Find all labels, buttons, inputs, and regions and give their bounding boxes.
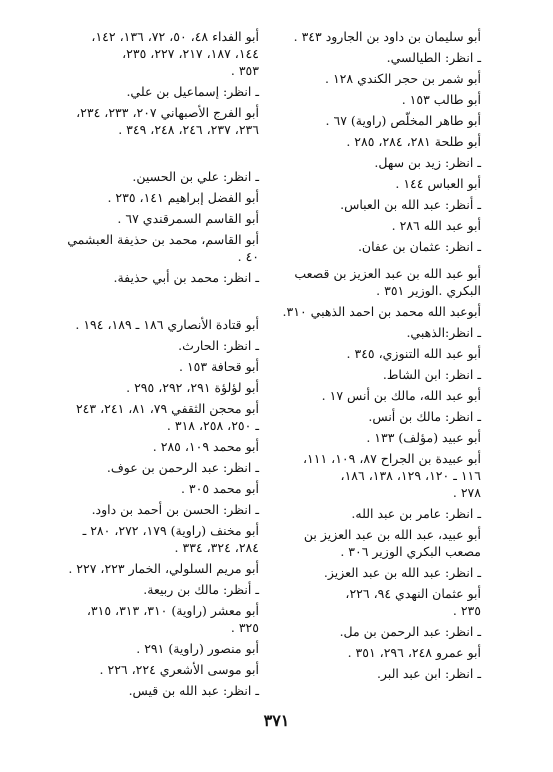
index-entry (256, 154, 481, 171)
index-entry (31, 682, 259, 699)
index-entry-line: أبو عثمان النهدي ٩٤، ٢٢٦، (345, 586, 481, 601)
index-entry-line: أبوعبد الله محمد بن احمد الذهبي ٣١٠. (282, 304, 481, 319)
index-entry-line: ١٤٤، ١٨٧، ٢١٧، ٢٢٧، ٢٣٥، (122, 46, 259, 61)
index-entry-line: أبو طالب ١٥٣ . (401, 92, 481, 107)
index-entry (256, 644, 481, 661)
index-entry-line: أبو عبد الله ٢٨٦ . (391, 218, 481, 233)
index-entry-line: ـ انظر: عبد الله بن قيس. (128, 683, 259, 698)
index-entry (31, 104, 259, 138)
index-entry (31, 459, 259, 476)
index-entry (31, 438, 259, 455)
index-entry (256, 665, 481, 682)
index-entry (31, 522, 259, 556)
index-entry-line: ـ انظر: الحارث. (178, 338, 259, 353)
index-entry-line: أبو قحافة ١٥٣ . (179, 359, 259, 374)
index-entry (256, 265, 481, 299)
index-entry (256, 217, 481, 234)
index-entry-line: ٢٨٤، ٣٢٤، ٣٣٤ . (174, 540, 259, 555)
index-entry-line: ٣٢٥ . (230, 620, 259, 635)
index-entry (256, 526, 481, 560)
index-entry (256, 408, 481, 425)
index-column-left (31, 28, 259, 703)
index-entry-line: ـ انظر: زيد بن سهل. (374, 155, 481, 170)
index-entry-line: أبو عبد الله بن عبد العزيز بن قصعب (294, 266, 481, 281)
index-entry (256, 585, 481, 619)
index-entry (256, 112, 481, 129)
index-entry (31, 168, 259, 185)
index-entry-line: أبو شمر بن حجر الكندي ١٢٨ . (325, 71, 481, 86)
index-entry-line: ـ انظر: ابن عبد البر. (376, 666, 481, 681)
index-entry-line: ٤٠ . (237, 249, 259, 264)
index-entry-line: أبو الفرج الأصبهاني ٢٠٧، ٢٣٣، ٢٣٤، (76, 105, 259, 120)
index-entry-line: أبو عبيدة بن الجراح ٨٧، ١٠٩، ١١١، (302, 451, 481, 466)
index-entry (256, 91, 481, 108)
index-entry-line: ١١٦ ـ ١٢٠، ١٢٩، ١٣٨، ١٨٦، (340, 468, 481, 483)
index-entry-line: أبو طاهر المخلّص (راوية) ٦٧ . (325, 113, 481, 128)
index-entry-line: أبو عبيد (مؤلف) ١٣٣ . (366, 430, 481, 445)
index-entry-line: ـ انظر: الحسن بن أحمد بن داود. (91, 502, 259, 517)
index-entry (256, 564, 481, 581)
index-entry-line: ـ انظر: عبد الله بن عبد العزيز. (323, 565, 481, 580)
index-entry (31, 337, 259, 354)
index-entry (31, 661, 259, 678)
index-column-right (256, 28, 481, 686)
index-entry-line: ـ انظر: محمد بن أبي حذيفة. (113, 270, 259, 285)
index-entry (256, 450, 481, 501)
index-entry-line: أبو عبيد، عبد الله بن عبد العزيز بن (303, 527, 481, 542)
index-entry-line: أبو القاسم، محمد بن حذيفة العبشمي (67, 232, 259, 247)
index-entry-line: ـ انظر: الطيالسي. (386, 50, 481, 65)
page-number: ٣٧١ (263, 711, 290, 730)
index-entry (31, 231, 259, 265)
index-entry (31, 379, 259, 396)
index-entry (256, 429, 481, 446)
index-entry (31, 560, 259, 577)
index-entry-line: ـ انظر: عثمان بن عفان. (357, 239, 481, 254)
index-entry-line: أبو منصور (راوية) ٢٩١ . (136, 641, 259, 656)
index-entry-line: ـ انظر: مالك بن أنس. (368, 409, 481, 424)
index-entry (256, 238, 481, 255)
index-entry-line: أبو لؤلؤة ٢٩١، ٢٩٢، ٢٩٥ . (126, 380, 259, 395)
index-entry (256, 175, 481, 192)
index-entry-line: ـ انظر: ابن الشاط. (382, 367, 481, 382)
index-entry (31, 480, 259, 497)
index-entry (256, 366, 481, 383)
index-entry-line: أبو محمد ١٠٩، ٢٨٥ . (152, 439, 259, 454)
index-entry-line: ٣٥٣ . (230, 63, 259, 78)
index-entry (31, 83, 259, 100)
index-entry (31, 316, 259, 333)
index-entry-line: ـ انظر: عبد الرحمن بن عوف. (106, 460, 259, 475)
index-entry-line: أبو عمرو ٢٤٨، ٢٩٦، ٣٥١ . (347, 645, 481, 660)
index-entry (31, 210, 259, 227)
index-entry (31, 28, 259, 79)
index-entry (256, 196, 481, 213)
index-entry-line: ٢٧٨ . (452, 485, 481, 500)
index-entry-line: ـ أنظر: عبد الله بن العباس. (340, 197, 481, 212)
index-entry-line: أبو الفضل إبراهيم ١٤١، ٢٣٥ . (107, 190, 259, 205)
index-entry (256, 49, 481, 66)
index-entry-line: أبو محجن الثقفي ٧٩، ٨١، ٢٤١، ٢٤٣ (75, 401, 259, 416)
index-entry-line: ٢٣٦، ٢٣٧، ٢٤٦، ٢٤٨، ٣٤٩ . (118, 122, 259, 137)
index-entry (256, 70, 481, 87)
index-entry-line: ـ انظر: عبد الرحمن بن مل. (339, 624, 481, 639)
entry-spacer (31, 142, 259, 168)
index-entry-line: أبو العباس ١٤٤ . (395, 176, 481, 191)
index-entry (31, 501, 259, 518)
index-entry-line: أبو موسى الأشعري ٢٢٤، ٢٢٦ . (99, 662, 259, 677)
index-entry (31, 581, 259, 598)
index-entry (31, 400, 259, 434)
index-entry-line: أبو طلحة ٢٨١، ٢٨٤، ٢٨٥ . (346, 134, 481, 149)
entry-spacer (31, 290, 259, 316)
index-entry (256, 303, 481, 320)
index-entry-line: أبو عبد الله، مالك بن أنس ١٧ . (321, 388, 481, 403)
index-entry-line: البكري .الوزير ٣٥١ . (376, 283, 481, 298)
index-entry (256, 623, 481, 640)
index-entry (31, 269, 259, 286)
index-entry-line: أبو محمد ٣٠٥ . (180, 481, 259, 496)
index-entry-line: ٢٣٥ . (452, 603, 481, 618)
index-entry-line: أبو مخنف (راوية) ١٧٩، ٢٧٢، ٢٨٠ ـ (82, 523, 259, 538)
index-entry-line: ـ انظر:الذهبي. (406, 325, 481, 340)
index-entry (256, 324, 481, 341)
index-entry (256, 28, 481, 45)
index-entry-line: ـ انظر: علي بن الحسين. (132, 169, 259, 184)
index-entry (31, 358, 259, 375)
index-entry (31, 640, 259, 657)
index-entry-line: ـ انظر: إسماعيل بن علي. (126, 84, 259, 99)
index-entry (256, 345, 481, 362)
index-entry-line: ـ أنظر: مالك بن ربيعة. (143, 582, 259, 597)
index-entry-line: أبو سليمان بن داود بن الجارود ٣٤٣ . (293, 29, 481, 44)
index-entry-line: أبو مريم السلولي، الخمار ٢٢٣، ٢٢٧ . (68, 561, 259, 576)
index-entry-line: أبو القاسم السمرقندي ٦٧ . (117, 211, 259, 226)
index-entry-line: أبو عبد الله التنوزي، ٣٤٥ . (346, 346, 481, 361)
index-entry-line: أبو الفداء ٤٨، ٥٠، ٧٢، ١٣٦، ١٤٢، (91, 29, 259, 44)
index-entry-line: ـ انظر: عامر بن عبد الله. (351, 506, 481, 521)
index-entry-line: أبو معشر (راوية) ٣١٠، ٣١٣، ٣١٥، (86, 603, 259, 618)
index-entry (256, 505, 481, 522)
index-entry (31, 602, 259, 636)
index-entry (256, 387, 481, 404)
index-entry-line: أبو قتادة الأنصاري ١٨٦ ـ ١٨٩، ١٩٤ . (75, 317, 259, 332)
index-entry (31, 189, 259, 206)
index-entry (256, 133, 481, 150)
index-entry-line: ـ ٢٥٠، ٢٥٨، ٣١٨ . (166, 418, 259, 433)
index-entry-line: مصعب البكري الوزير ٣٠٦ . (340, 544, 481, 559)
